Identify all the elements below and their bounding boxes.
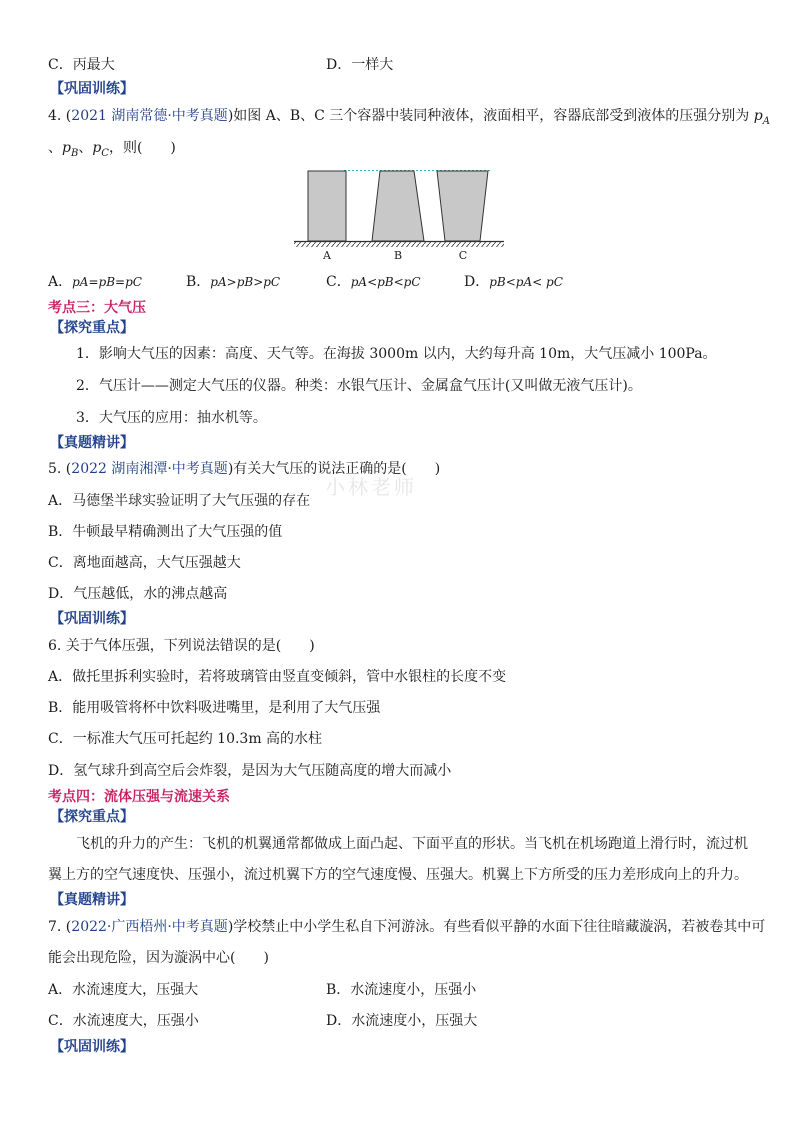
section-tag-explore: 【探究重点】 — [50, 809, 134, 825]
container-label-b: B — [393, 249, 403, 262]
q4-option-a: A．pA=pB=pC — [48, 274, 142, 290]
q7-option-a: A．水流速度大，压强大 — [48, 982, 199, 998]
q4-stem-line2: 、$p_B$、$p_C$，则( ) — [48, 140, 176, 159]
q6-option-a: A．做托里拆利实验时，若将玻璃管由竖直变倾斜，管中水银柱的长度不变 — [48, 669, 507, 685]
q7-stem-line1: 7. (2022·广西梧州·中考真题)学校禁止中小学生私自下河游泳。有些看似平静的水面下往往暗藏漩涡，若被卷其中可 — [48, 919, 766, 935]
section-tag-consolidate: 【巩固训练】 — [50, 81, 134, 97]
section-tag-consolidate: 【巩固训练】 — [50, 1039, 134, 1055]
q6-stem: 6. 关于气体压强，下列说法错误的是( ) — [48, 638, 315, 654]
q5-option-d: D．气压越低，水的沸点越高 — [48, 586, 228, 602]
section-title-kp4: 考点四：流体压强与流速关系 — [48, 789, 230, 805]
q4-option-d: D．pB<pA< pC — [464, 274, 563, 290]
q7-source: 2022·广西梧州·中考真题 — [71, 919, 228, 935]
section-tag-real: 【真题精讲】 — [50, 892, 134, 908]
container-c — [437, 171, 488, 241]
q5-stem: 5. (2022 湖南湘潭·中考真题)有关大气压的说法正确的是( ) — [48, 461, 441, 477]
kp3-point-3: 3．大气压的应用：抽水机等。 — [76, 410, 267, 426]
q6-option-d: D．氢气球升到高空后会炸裂，是因为大气压随高度的增大而减小 — [48, 763, 452, 779]
section-title-kp3: 考点三：大气压 — [48, 300, 146, 316]
watermark: 小林老师 — [325, 475, 417, 499]
q7-option-b: B．水流速度小，压强小 — [326, 982, 477, 998]
container-b — [372, 171, 424, 241]
section-tag-consolidate: 【巩固训练】 — [50, 611, 134, 627]
q7-option-d: D．水流速度小，压强大 — [326, 1013, 478, 1029]
kp3-point-2: 2．气压计——测定大气压的仪器。种类：水银气压计、金属盒气压计(又叫做无液气压计)。 — [76, 378, 642, 394]
q6-option-b: B．能用吸管将杯中饮料吸进嘴里，是利用了大气压强 — [48, 700, 381, 716]
q4-option-c: C．pA<pB<pC — [326, 274, 421, 290]
q3-option-d: D．一样大 — [326, 57, 394, 73]
q5-option-b: B．牛顿最早精确测出了大气压强的值 — [48, 524, 283, 540]
container-label-c: C — [458, 249, 468, 262]
kp3-point-1: 1．影响大气压的因素：高度、天气等。在海拔 3000m 以内，大约每升高 10m，大气压减小 100Pa。 — [76, 346, 717, 362]
container-label-a: A — [323, 249, 331, 262]
kp4-paragraph: 飞机的升力的产生：飞机的机翼通常都做成上面凸起、下面平直的形状。当飞机在机场跑道上滑行时，流过机翼上方的空气速度快、压强小，流过机翼下方的空气速度慢、压强大。机翼上下方所受的压力差形成向上的升力。 — [48, 836, 748, 883]
q3-option-c: C．丙最大 — [48, 57, 115, 73]
container-a — [308, 171, 346, 241]
q6-option-c: C．一标准大气压可托起约 10.3m 高的水柱 — [48, 731, 323, 747]
q4-option-b: B．pA>pB>pC — [186, 274, 281, 290]
q7-stem-line2: 能会出现危险，因为漩涡中心( ) — [48, 950, 269, 966]
q5-source: 2022 湖南湘潭·中考真题 — [71, 461, 228, 477]
q5-option-a: A．马德堡半球实验证明了大气压强的存在 — [48, 493, 311, 509]
q4-stem-line1: 4. (2021 湖南常德·中考真题)如图 A、B、C 三个容器中装同种液体，液面相平，容器底部受到液体的压强分别为 $p_A$ — [48, 108, 770, 127]
containers-figure — [294, 166, 504, 264]
q7-option-c: C．水流速度大，压强小 — [48, 1013, 199, 1029]
q5-option-c: C．离地面越高，大气压强越大 — [48, 555, 241, 571]
section-tag-explore: 【探究重点】 — [50, 320, 134, 336]
q4-source: 2021 湖南常德·中考真题 — [71, 108, 228, 124]
section-tag-real: 【真题精讲】 — [50, 435, 134, 451]
